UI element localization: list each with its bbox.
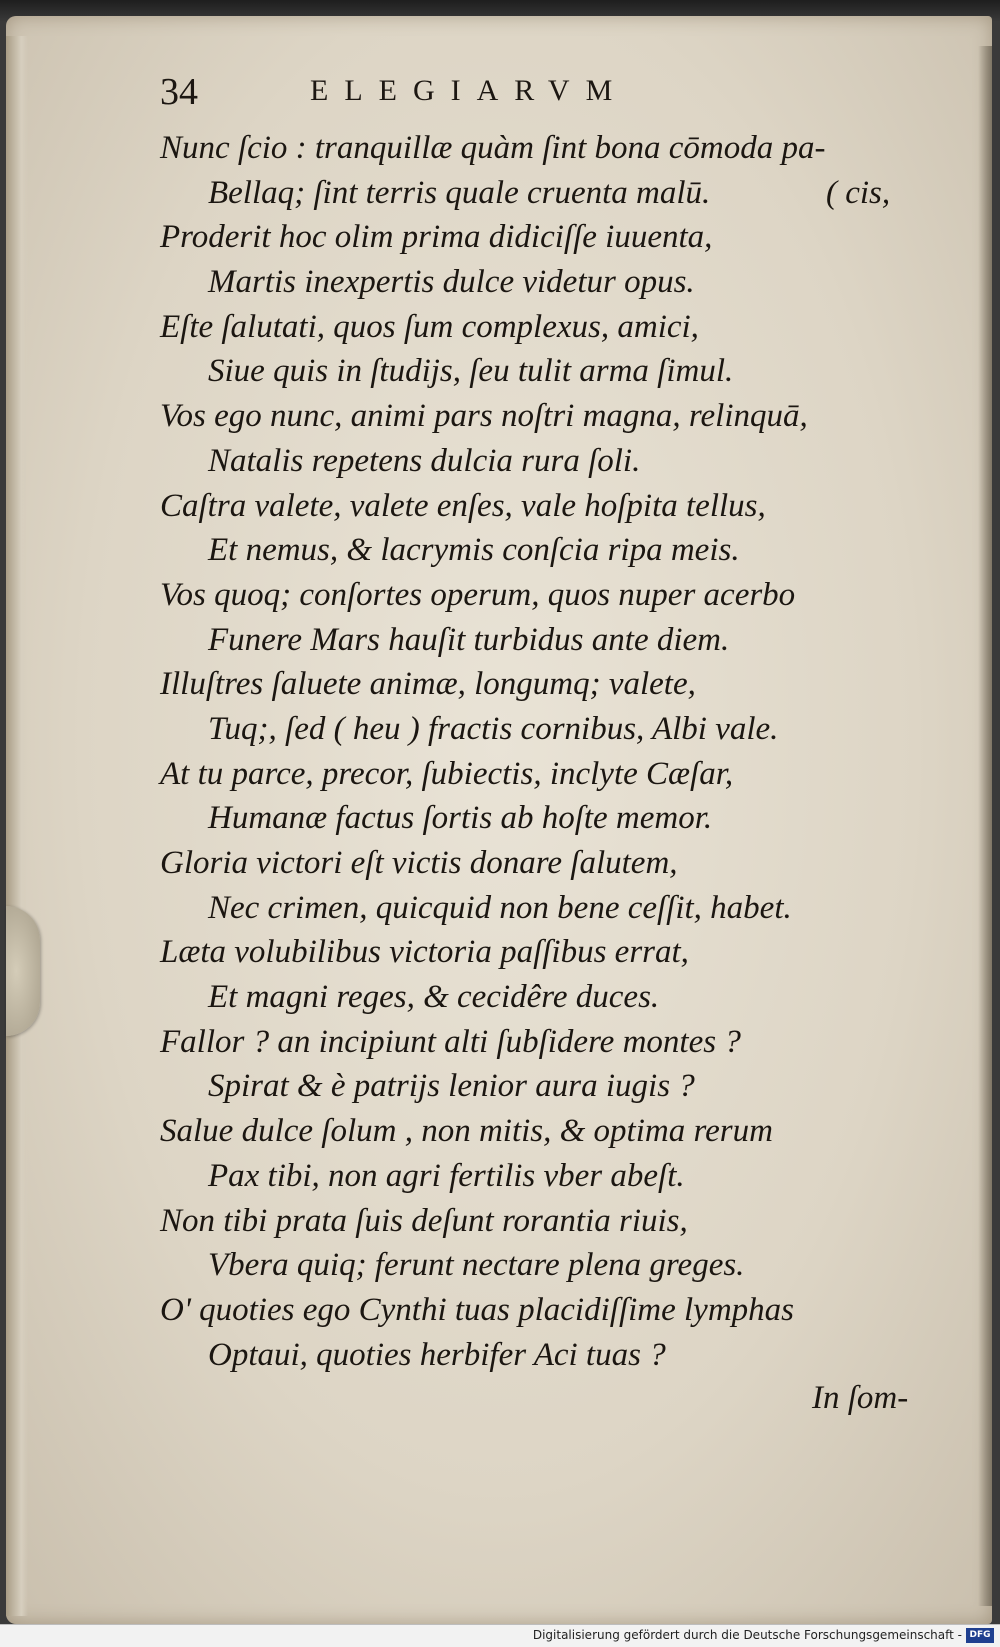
verse-line [160, 260, 940, 305]
verse-line [160, 573, 940, 618]
verse-line-text: Siue quis in ſtudijs, ſeu tulit arma ſimul. [208, 353, 734, 390]
verse-line [160, 484, 940, 529]
verse-line [160, 886, 940, 931]
verse-line-text: At tu parce, precor, ſubiectis, inclyte Cæſar, [160, 755, 734, 792]
verse-line [160, 439, 940, 484]
page-number: 34 [160, 71, 198, 113]
verse-line [160, 171, 940, 216]
verse-line-text: Non tibi prata ſuis deſunt rorantia riuis, [160, 1202, 688, 1239]
verse-line [160, 126, 940, 171]
verse-line [160, 1243, 940, 1288]
verse-line-text: Caſtra valete, valete enſes, vale hoſpita tellus, [160, 487, 766, 524]
verse-line-text: Salue dulce ſolum , non mitis, & optima rerum [160, 1113, 773, 1150]
footer-credit: Digitalisierung gefördert durch die Deutsche Forschungsgemeinschaft - [532, 1628, 962, 1642]
verse-line-text: Martis inexpertis dulce videtur opus. [208, 264, 695, 301]
verse-line [160, 349, 940, 394]
running-head: ELEGIARVM [310, 74, 629, 107]
verse-line-text: Vos quoq; conſortes operum, quos nuper acerbo [160, 576, 796, 613]
verse-text-block [160, 126, 940, 1377]
verse-line [160, 618, 940, 663]
verse-line-text: Vbera quiq; ferunt nectare plena greges. [208, 1247, 745, 1284]
verse-line [160, 841, 940, 886]
verse-line-text: Humanæ factus ſortis ab hoſte memor. [208, 800, 713, 837]
verse-line-text: Nec crimen, quicquid non bene ceſſit, habet. [208, 889, 792, 926]
verse-line-text: Nunc ſcio : tranquillæ quàm ſint bona cōmoda pa- [160, 130, 826, 166]
verse-line [160, 1333, 940, 1378]
verse-line-text: O' quoties ego Cynthi tuas placidiſſime lymphas [160, 1291, 794, 1328]
verse-line [160, 662, 940, 707]
verse-line-text: Funere Mars hauſit turbidus ante diem. [208, 621, 730, 658]
verse-line-text: Spirat & è patrijs lenior aura iugis ? [208, 1068, 695, 1105]
verse-line [160, 394, 940, 439]
verse-line-text: Eſte ſalutati, quos ſum complexus, amici, [160, 308, 699, 345]
catchword: In ſom- [812, 1380, 909, 1416]
digitization-footer [0, 1624, 1000, 1647]
verse-line-text: Bellaq; ſint terris quale cruenta malū. [208, 174, 711, 211]
page-header [160, 70, 780, 116]
verse-line [160, 1020, 940, 1065]
verse-line-text: Et nemus, & lacrymis conſcia ripa meis. [208, 532, 740, 569]
dfg-logo-icon: DFG [966, 1628, 994, 1643]
verse-line [160, 1288, 940, 1333]
verse-line [160, 930, 940, 975]
verse-line [160, 528, 940, 573]
verse-line-text: Optaui, quoties herbifer Aci tuas ? [208, 1336, 666, 1373]
verse-line [160, 305, 940, 350]
verse-line-text: Illuſtres ſaluete animæ, longumq; valete, [160, 666, 696, 703]
verse-line [160, 1154, 940, 1199]
verse-line-text: Natalis repetens dulcia rura ſoli. [208, 442, 641, 479]
verse-line [160, 215, 940, 260]
verse-line-text: Proderit hoc olim prima didiciſſe iuuenta, [160, 219, 713, 256]
verse-line-text: Vos ego nunc, animi pars noſtri magna, relinquā, [160, 398, 808, 435]
verse-line [160, 1199, 940, 1244]
page-tab-marker [6, 906, 40, 1036]
verse-line-text: Pax tibi, non agri fertilis vber abeſt. [208, 1157, 685, 1194]
verse-line-text: Læta volubilibus victoria paſſibus errat, [160, 934, 689, 971]
verse-line [160, 752, 940, 797]
verse-line-text: Tuq;, ſed ( heu ) fractis cornibus, Albi vale. [208, 710, 779, 747]
verse-line [160, 1064, 940, 1109]
page-gutter-left [6, 36, 28, 1616]
verse-line [160, 707, 940, 752]
verse-line [160, 975, 940, 1020]
verse-line-text: Gloria victori eſt victis donare ſalutem, [160, 845, 678, 881]
verse-line-text: Et magni reges, & cecidêre duces. [208, 979, 660, 1016]
page-edge-right [978, 46, 992, 1606]
verse-line [160, 796, 940, 841]
verse-line-text: Fallor ? an incipiunt alti ſubſidere montes ? [160, 1023, 741, 1060]
verse-line [160, 1109, 940, 1154]
verse-turnover: ( cis, [826, 174, 891, 211]
